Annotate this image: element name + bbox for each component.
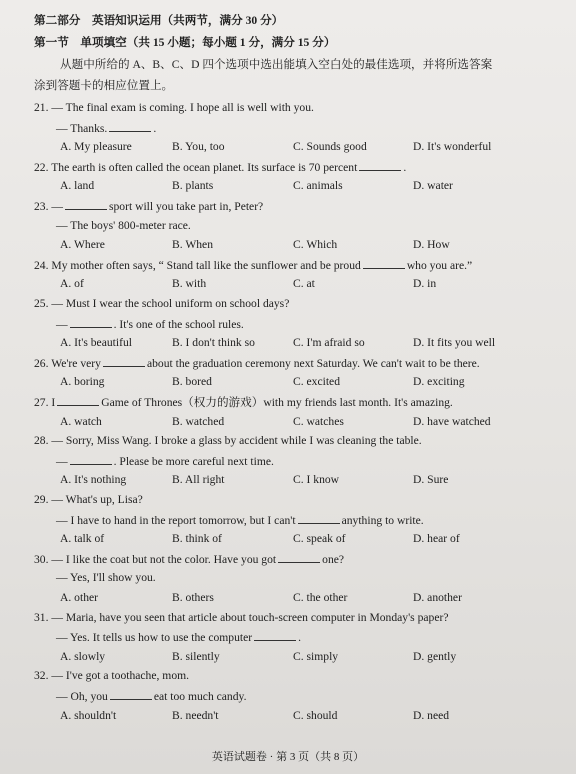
question-line [34, 492, 143, 507]
question-text: — The boys' 800-meter race. [56, 218, 191, 232]
question-line [34, 355, 480, 371]
option-c: C. at [293, 277, 315, 291]
option-d: D. water [413, 179, 453, 193]
option-b: B. others [172, 591, 214, 604]
option-b: B. think of [172, 532, 222, 546]
option-a: A. My pleasure [60, 140, 132, 154]
question-number: 31. [34, 610, 52, 624]
option-a: A. It's nothing [60, 473, 127, 487]
question-text: — Sorry, Miss Wang. I broke a glass by accident while I was cleaning the table. [51, 434, 422, 448]
answer-blank [65, 198, 107, 210]
option-c: C. should [293, 708, 338, 722]
question-text: — I like the coat but not the color. Have you got [51, 552, 277, 566]
answer-blank [57, 394, 99, 406]
question-text: — [56, 317, 68, 331]
option-a: A. boring [60, 375, 105, 389]
question-line [56, 512, 424, 528]
option-b: B. watched [172, 414, 225, 428]
question-number: 25. [34, 297, 52, 310]
option-a: A. Where [60, 238, 105, 252]
question-text-after-blank: . Please be more careful next time. [113, 454, 274, 468]
option-b: B. bored [172, 375, 212, 389]
question-text-after-blank: who you are.” [406, 258, 473, 272]
option-c: C. simply [293, 649, 339, 663]
option-b: B. All right [172, 473, 225, 487]
option-d: D. need [413, 708, 450, 722]
option-d: D. gently [413, 649, 457, 663]
question-text: — I've got a toothache, mom. [51, 669, 190, 683]
question-text: I [51, 396, 56, 409]
option-a: A. of [60, 277, 84, 291]
question-text: — [56, 454, 68, 468]
question-text: My mother often says, “ Stand tall like the sunflower and be proud [51, 258, 361, 272]
option-c: C. excited [293, 375, 341, 389]
option-b: B. with [172, 277, 207, 291]
question-text: — What's up, Lisa? [51, 493, 143, 506]
question-line [56, 688, 246, 704]
question-text-after-blank: anything to write. [341, 513, 424, 527]
option-d: D. It fits you well [413, 336, 496, 350]
option-d: D. another [413, 591, 462, 604]
question-text: — Must I wear the school uniform on school days? [51, 297, 290, 310]
option-d: D. in [413, 277, 437, 291]
instruction-line-2: 涂到答题卡的相应位置上。 [34, 79, 174, 92]
question-text: We're very [51, 356, 101, 370]
option-a: A. land [60, 179, 95, 193]
question-text: — Yes, I'll show you. [56, 571, 156, 585]
question-number: 27. [34, 396, 52, 409]
question-text: — I have to hand in the report tomorrow, but I can't [56, 513, 296, 527]
option-c: C. watches [293, 414, 344, 428]
option-c: C. Sounds good [293, 140, 367, 154]
answer-blank [109, 120, 151, 132]
option-c: C. I'm afraid so [293, 336, 365, 350]
question-line [34, 296, 289, 311]
question-text: — Maria, have you seen that article about touch-screen computer in Monday's paper? [51, 610, 449, 624]
option-a: A. slowly [60, 649, 106, 663]
option-d: D. How [413, 238, 450, 252]
option-b: B. needn't [172, 708, 219, 722]
question-line [34, 610, 449, 625]
question-text-after-blank: . [403, 160, 407, 174]
question-line [34, 551, 344, 567]
question-line [34, 668, 189, 683]
question-text-after-blank: . [153, 121, 157, 135]
question-text: — Yes. It tells us how to use the computer [56, 631, 253, 645]
answer-blank [254, 629, 296, 641]
question-number: 22. [34, 160, 52, 174]
part-heading: 第二部分 英语知识运用（共两节，满分 30 分） [34, 14, 284, 27]
question-number: 21. [34, 101, 52, 114]
question-line [34, 100, 314, 115]
question-number: 24. [34, 258, 52, 272]
question-line [56, 120, 156, 136]
option-c: C. I know [293, 473, 340, 487]
question-text: — Thanks. [56, 121, 108, 135]
question-text-after-blank: eat too much candy. [153, 690, 247, 703]
answer-blank [278, 551, 320, 563]
answer-blank [103, 355, 145, 367]
option-d: D. It's wonderful [413, 140, 492, 154]
answer-blank [70, 316, 112, 328]
question-text-after-blank: one? [322, 552, 345, 566]
option-c: C. animals [293, 179, 343, 193]
page-footer: 英语试题卷 · 第 3 页（共 8 页） [211, 751, 365, 763]
question-number: 26. [34, 356, 52, 370]
question-text-after-blank: about the graduation ceremony next Saturday. We can't wait to be there. [146, 356, 480, 370]
option-c: C. speak of [293, 532, 346, 546]
question-text: The earth is often called the ocean planet. Its surface is 70 percent [51, 160, 358, 174]
option-a: A. shouldn't [60, 708, 117, 722]
question-text: — The final exam is coming. I hope all is well with you. [51, 101, 314, 114]
option-c: C. Which [293, 238, 338, 252]
option-a: A. other [60, 591, 98, 604]
question-text-after-blank: . It's one of the school rules. [113, 317, 244, 331]
question-line [34, 433, 422, 448]
question-number: 32. [34, 669, 52, 683]
option-a: A. watch [60, 414, 102, 428]
option-d: D. Sure [413, 473, 449, 487]
instruction-line-1: 从题中所给的 A、B、C、D 四个选项中选出能填入空白处的最佳选项，并将所选答案 [60, 58, 493, 71]
question-number: 23. [34, 200, 52, 213]
question-line [34, 159, 406, 175]
option-d: D. have watched [413, 414, 491, 428]
question-line [56, 629, 301, 645]
question-text: — Oh, you [56, 690, 108, 703]
question-line [56, 453, 274, 469]
question-text: — [51, 200, 63, 213]
answer-blank [363, 257, 405, 269]
question-line [34, 257, 472, 273]
question-line [34, 198, 263, 214]
option-b: B. plants [172, 179, 214, 193]
option-d: D. hear of [413, 532, 460, 546]
option-b: B. You, too [172, 140, 225, 154]
answer-blank [359, 159, 401, 171]
question-line [56, 570, 156, 585]
section-heading: 第一节 单项填空（共 15 小题；每小题 1 分，满分 15 分） [34, 36, 336, 49]
question-line [56, 316, 244, 332]
option-a: A. It's beautiful [60, 336, 132, 350]
option-c: C. the other [293, 591, 348, 604]
question-text-after-blank: Game of Thrones（权力的游戏）with my friends last month. It's amazing. [101, 396, 453, 409]
question-number: 30. [34, 552, 52, 566]
question-number: 29. [34, 493, 52, 506]
answer-blank [110, 688, 152, 700]
option-b: B. I don't think so [172, 336, 255, 350]
question-text-after-blank: sport will you take part in, Peter? [108, 200, 264, 213]
question-text-after-blank: . [298, 631, 302, 645]
option-d: D. exciting [413, 375, 465, 389]
question-line [34, 394, 453, 410]
answer-blank [298, 512, 340, 524]
answer-blank [70, 453, 112, 465]
option-b: B. When [172, 238, 214, 252]
option-b: B. silently [172, 649, 220, 663]
question-line [56, 218, 191, 233]
question-number: 28. [34, 434, 52, 448]
option-a: A. talk of [60, 532, 105, 546]
